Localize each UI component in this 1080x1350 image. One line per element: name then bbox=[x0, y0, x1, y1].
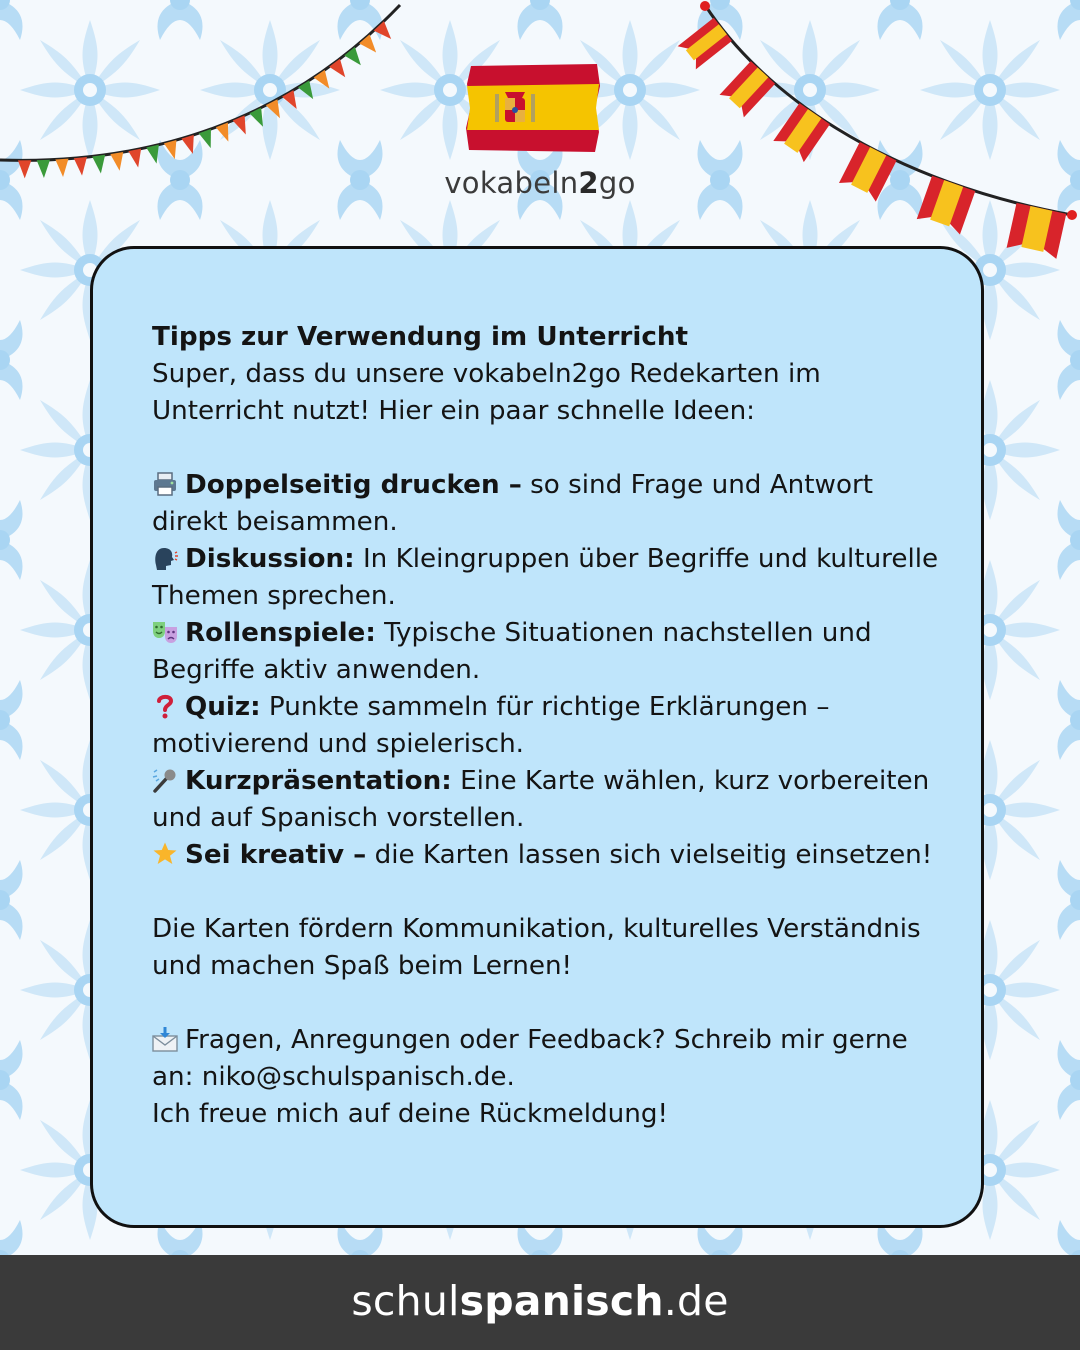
tip-item bbox=[152, 837, 942, 874]
contact-line-item bbox=[152, 1022, 942, 1096]
tip-title: Rollenspiele: bbox=[185, 618, 376, 648]
bunting-flag bbox=[359, 34, 376, 52]
tip-title: Diskussion: bbox=[185, 544, 355, 574]
tip-item bbox=[152, 763, 942, 837]
tip-title: Kurzpräsentation: bbox=[185, 766, 452, 796]
bunting-flag bbox=[266, 99, 280, 118]
envelope-download-icon bbox=[152, 1026, 178, 1052]
question-mark-icon bbox=[152, 693, 178, 719]
tip-title: Quiz: bbox=[185, 692, 261, 722]
tip-text: Punkte sammeln für richtige Erklärungen – motivierend und spielerisch. bbox=[152, 692, 830, 759]
tip-text: In Kleingruppen über Begriffe und kulturelle Themen sprechen. bbox=[152, 544, 939, 611]
bunting-flag bbox=[298, 80, 313, 99]
bunting-flag bbox=[282, 90, 297, 109]
speaking-head-icon bbox=[152, 545, 178, 571]
card-intro: Super, dass du unsere vokabeln2go Redekarten im Unterricht nutzt! Hier ein paar schnelle Ideen: bbox=[152, 359, 821, 426]
tip-text: Typische Situationen nachstellen und Begriffe aktiv anwenden. bbox=[152, 618, 872, 685]
spanish-flag-icon bbox=[465, 62, 601, 154]
theater-masks-icon bbox=[152, 619, 178, 645]
bunting-flag bbox=[164, 140, 177, 159]
printer-icon bbox=[152, 471, 178, 497]
card-content bbox=[152, 319, 942, 1133]
bunting-flag bbox=[249, 108, 263, 127]
bunting-flag bbox=[146, 145, 159, 164]
card-heading: Tipps zur Verwendung im Unterricht bbox=[152, 322, 689, 352]
tip-item bbox=[152, 467, 942, 541]
microphone-icon bbox=[152, 767, 178, 793]
card-closing: Die Karten fördern Kommunikation, kulturelles Verständnis und machen Spaß beim Lernen! bbox=[152, 914, 921, 981]
bunting-flag bbox=[329, 59, 345, 77]
bunting-flag bbox=[314, 70, 330, 89]
brand-part-3: go bbox=[598, 166, 636, 200]
footer-part-1: schul bbox=[351, 1277, 460, 1325]
tip-title: Doppelseitig drucken – bbox=[185, 470, 522, 500]
card-signoff: Ich freue mich auf deine Rückmeldung! bbox=[152, 1099, 668, 1129]
contact-line: Fragen, Anregungen oder Feedback? Schreib mir gerne an: niko@schulspanisch.de. bbox=[152, 1025, 908, 1092]
tip-text: die Karten lassen sich vielseitig einsetzen! bbox=[366, 840, 933, 870]
bunting-flag bbox=[128, 149, 141, 168]
tip-item bbox=[152, 689, 942, 763]
brand-part-1: vokabeln bbox=[444, 166, 579, 200]
tip-text: Eine Karte wählen, kurz vorbereiten und auf Spanisch vorstellen. bbox=[152, 766, 930, 833]
tip-item bbox=[152, 541, 942, 615]
tip-title: Sei kreativ – bbox=[185, 840, 367, 870]
star-icon bbox=[152, 841, 178, 867]
tip-text: so sind Frage und Antwort direkt beisammen. bbox=[152, 470, 873, 537]
tip-item bbox=[152, 615, 942, 689]
footer-part-2: spanisch bbox=[459, 1277, 664, 1325]
bunting-flag bbox=[344, 47, 361, 65]
info-card bbox=[90, 246, 984, 1228]
brand-part-2: 2 bbox=[578, 166, 599, 200]
footer-part-3: .de bbox=[663, 1277, 729, 1325]
brand-logo-text bbox=[0, 166, 1080, 200]
footer-bar bbox=[0, 1255, 1080, 1350]
bunting-flag bbox=[374, 21, 391, 39]
